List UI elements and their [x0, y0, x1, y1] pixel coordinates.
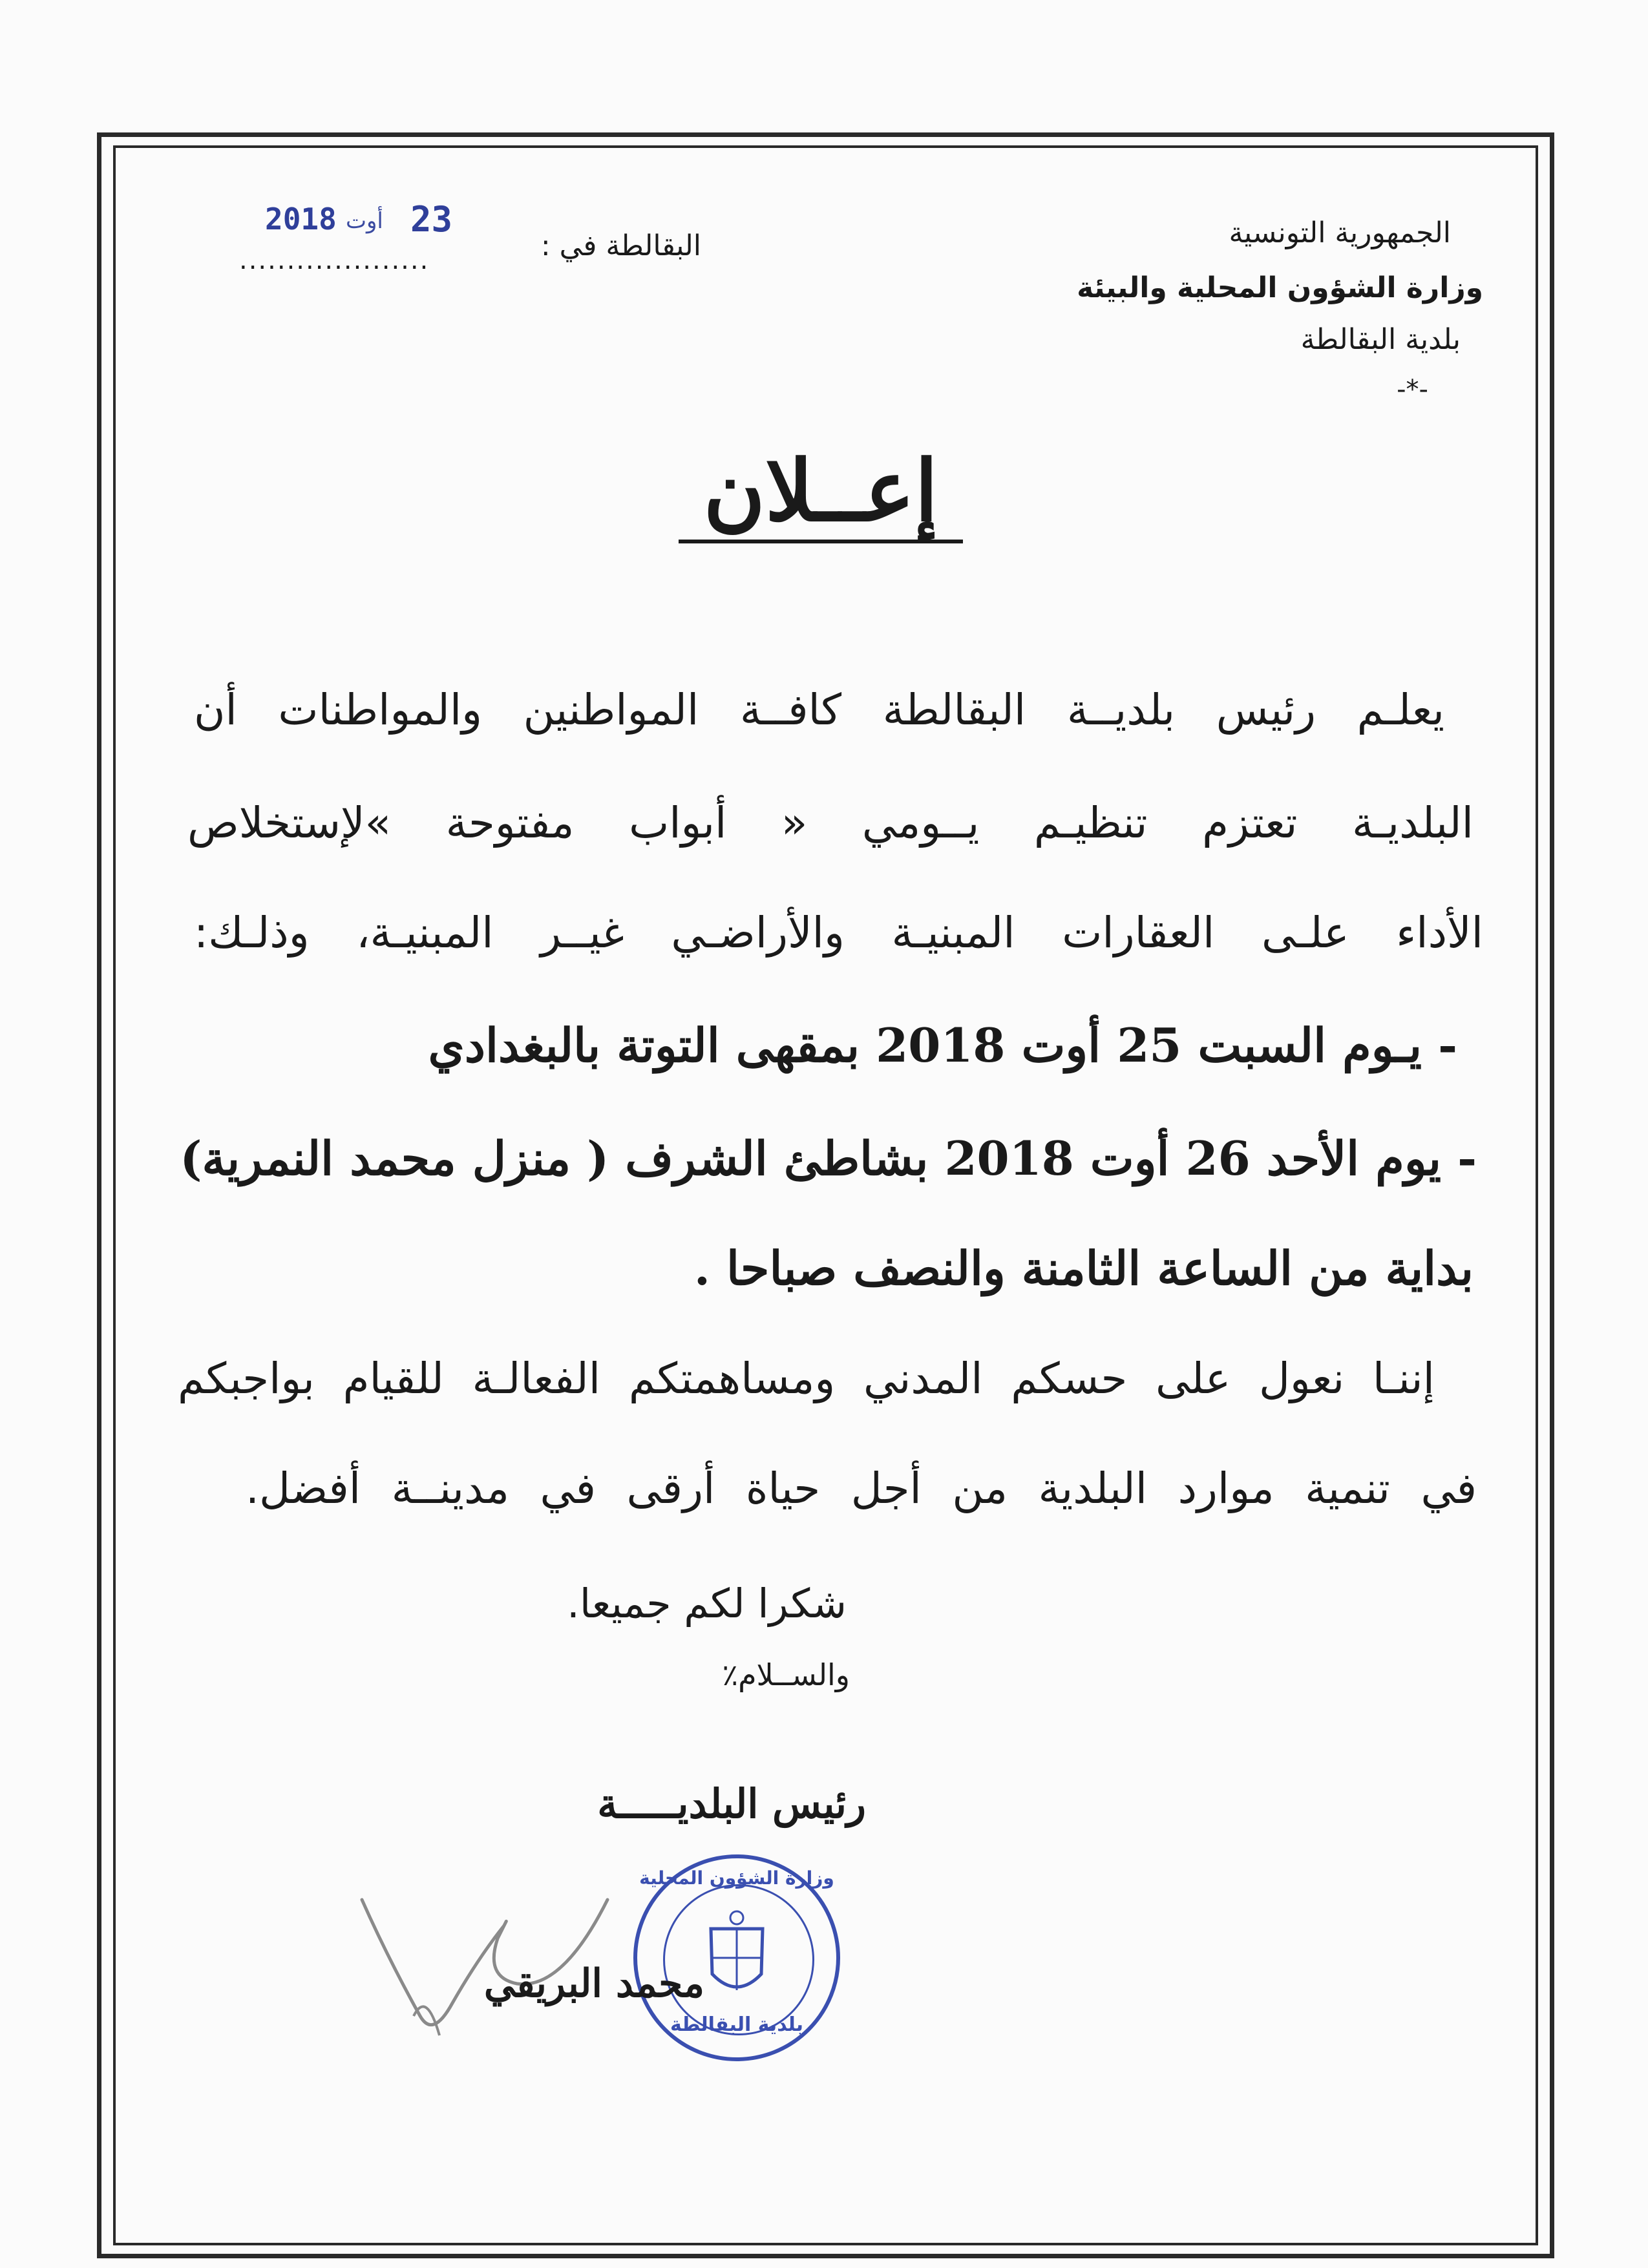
body-line-time: بداية من الساعة الثامنة والنصف صباحا .	[693, 1241, 1474, 1296]
date-label: البقالطة في :	[540, 229, 701, 262]
body-line-7: إننـا نعول على حسكم المدني ومساهمتكم الفعالـة للقيام بواجبكم	[178, 1354, 1435, 1403]
closing-peace: والســلام٪	[722, 1657, 850, 1692]
header-municipality: بلدية البقالطة	[1300, 323, 1461, 356]
header-republic: الجمهورية التونسية	[1229, 216, 1451, 249]
date-stamp-year: 2018	[265, 202, 337, 236]
seal-ring-text: وزارة الشؤون المحلية	[639, 1867, 834, 1889]
body-line-3: الأداء علـى العقارات المبنيـة والأراضـي غيــر المبنيـة، وذلـك:	[194, 908, 1483, 958]
official-seal	[633, 1854, 840, 2061]
closing-thanks: شكرا لكم جميعا.	[567, 1580, 847, 1627]
date-dots: ....................	[239, 246, 430, 275]
seal-bottom-text: بلدية البقالطة	[670, 2013, 804, 2036]
body-line-1: يعلـم رئيس بلديــة البقالطة كافــة المواطنين والمواطنات أن	[194, 685, 1444, 735]
body-line-2: البلديـة تعتزم تنظيـم يــومي « أبواب مفتوحة »لإستخلاص	[187, 798, 1474, 848]
body-line-8: في تنمية موارد البلدية من أجل حياة أرقى في مدينــة أفضل.	[246, 1464, 1477, 1513]
signature-name: محمد البريقي	[483, 1961, 704, 2006]
date-stamp-month: أوت	[346, 208, 383, 234]
body-line-saturday: - يـوم السبت 25 أوت 2018 بمقهى التوتة بالبغدادي	[428, 1018, 1457, 1073]
signature-title: رئيس البلديـــــة	[597, 1780, 866, 1827]
page-title: إعــلان	[679, 443, 963, 543]
body-line-sunday: - يوم الأحد 26 أوت 2018 بشاطئ الشرف ( منزل محمد النمرية)	[180, 1131, 1477, 1186]
header-ministry: وزارة الشؤون المحلية والبيئة	[1077, 271, 1483, 304]
header-separator: -*-	[1397, 375, 1428, 404]
date-stamp-day: 23	[410, 199, 453, 240]
